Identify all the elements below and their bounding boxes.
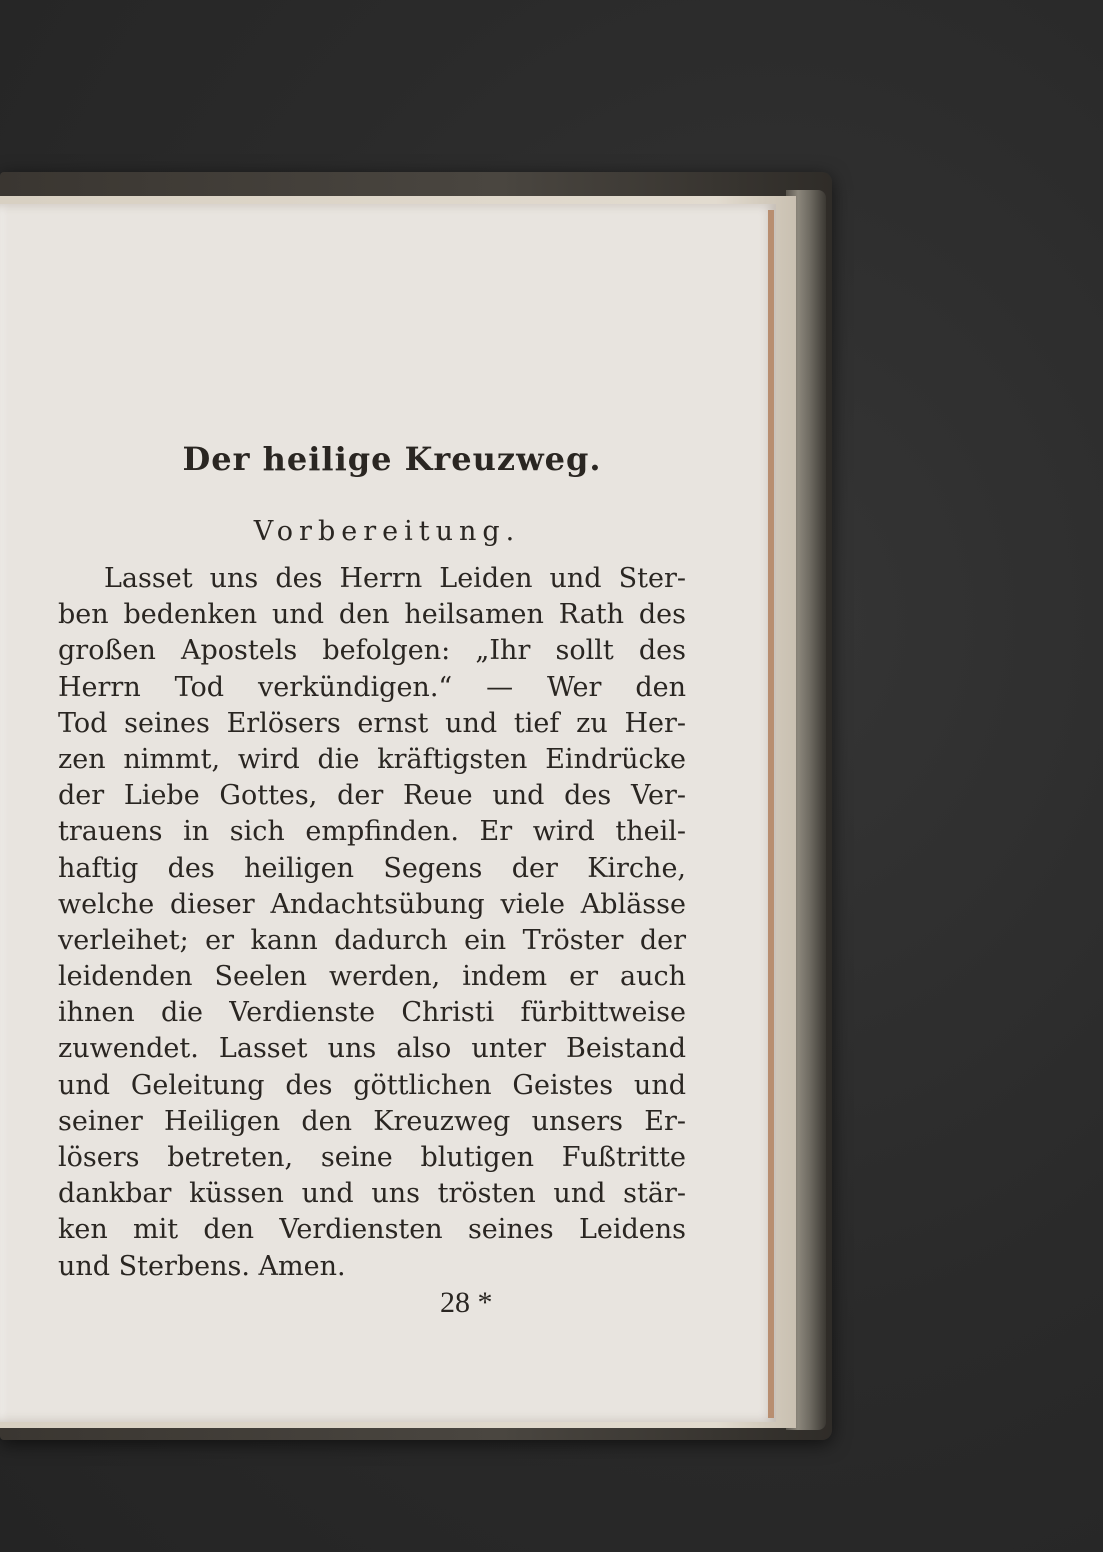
text-line: lösers betreten, seine blutigen Fußtritte (58, 1142, 686, 1173)
section-heading: Vorbereitung. (253, 516, 521, 547)
text-line: dankbar küssen und uns trösten und stär- (58, 1178, 686, 1210)
text-line: der Liebe Gottes, der Reue und des Ver- (58, 780, 686, 812)
page-title: Der heilige Kreuzweg. (182, 440, 602, 478)
page-edge (768, 210, 774, 1418)
text-line: Herrn Tod verkündigen.“ — Wer den (58, 671, 686, 703)
text-line: seiner Heiligen den Kreuzweg unsers Er- (58, 1105, 686, 1137)
text-line: verleihet; er kann dadurch ein Tröster der (58, 924, 686, 956)
text-line: haftig des heiligen Segens der Kirche, (58, 852, 686, 884)
paragraph (58, 561, 686, 1285)
page-number: 28 * (440, 1286, 493, 1319)
text-line: großen Apostels befolgen: „Ihr sollt des (58, 635, 686, 667)
text-line: zen nimmt, wird die kräftigsten Eindrücke (58, 743, 686, 775)
text-line: welche dieser Andachtsübung viele Ablässe (58, 888, 686, 920)
text-line: Tod seines Erlösers ernst und tief zu Her- (58, 707, 686, 739)
text-line: ben bedenken und den heilsamen Rath des (58, 599, 686, 631)
text-line: ken mit den Verdiensten seines Leidens (58, 1214, 686, 1246)
text-line: Lasset uns des Herrn Leiden und Ster- (104, 563, 686, 594)
page-text (58, 440, 686, 1285)
text-line: leidenden Seelen werden, indem er auch (58, 961, 686, 993)
text-line: trauens in sich empfinden. Er wird theil- (58, 816, 686, 848)
text-line: und Geleitung des göttlichen Geistes und (58, 1069, 686, 1101)
text-line: zuwendet. Lasset uns also unter Beistand (58, 1033, 686, 1065)
text-line: ihnen die Verdienste Christi fürbittweise (58, 997, 686, 1029)
text-line: und Sterbens. Amen. (58, 1250, 346, 1282)
